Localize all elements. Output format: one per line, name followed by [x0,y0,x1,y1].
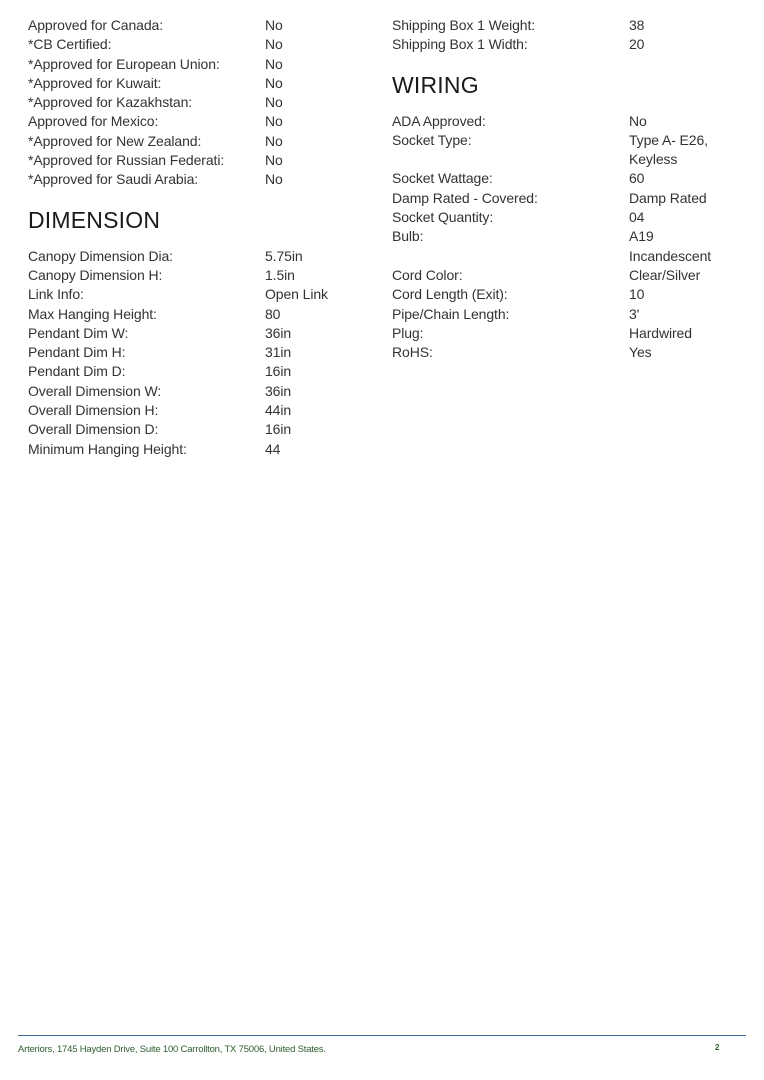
spec-label: *Approved for Kazakhstan: [28,94,193,111]
spacer [28,234,368,247]
spec-value: 20 [629,36,645,53]
spec-value-line: Incandescent [629,247,712,264]
section-title-wiring: WIRING [392,71,479,98]
spec-value: 80 [265,305,281,322]
spec-value: 3' [629,305,640,322]
spec-row-approved-mexico [28,112,368,131]
spec-label: Canopy Dimension Dia: [28,247,173,264]
spec-label: Socket Type: [392,131,472,148]
spec-row-overall-d [28,420,368,439]
spec-row-shipping-width [392,35,752,54]
spec-label: Bulb: [392,228,424,245]
spec-label: Pipe/Chain Length: [392,305,510,322]
spec-row-rohs [392,343,752,362]
spacer [392,55,752,71]
spec-row-damp-rated [392,189,752,208]
spec-row-ada-approved [392,112,752,131]
spec-row-socket-quantity [392,208,752,227]
spec-row-overall-w [28,382,368,401]
spec-label: Socket Quantity: [392,209,494,226]
spec-label: RoHS: [392,344,433,361]
spec-row-canopy-h [28,266,368,285]
spec-label: Link Info: [28,286,84,303]
spec-label: Overall Dimension D: [28,421,159,438]
spec-label: Approved for Mexico: [28,113,159,130]
spec-label: *Approved for New Zealand: [28,132,202,149]
spec-value-line: Keyless [629,151,678,168]
spec-value: Hardwired [629,324,692,341]
spec-label: Damp Rated - Covered: [392,189,538,206]
page-number: 2 [715,1043,720,1052]
spec-row-min-hanging-height [28,440,368,459]
spec-label: Plug: [392,324,424,341]
spec-row-cord-length [392,285,752,304]
footer-address: Arteriors, 1745 Hayden Drive, Suite 100 Carrollton, TX 75006, United States. [18,1044,326,1055]
shipping-list [392,16,752,55]
spec-row-link-info [28,285,368,304]
spec-value: Open Link [265,286,328,303]
spacer [28,190,368,206]
spec-value [629,131,752,170]
footer-divider [18,1035,746,1036]
spec-row-shipping-weight [392,16,752,35]
spec-value: 36in [265,324,292,341]
spec-label: *CB Certified: [28,36,112,53]
spec-row-pendant-w [28,324,368,343]
spec-label: Overall Dimension W: [28,382,162,399]
spec-value: No [265,152,283,169]
spec-value: 16in [265,363,292,380]
spec-value: Yes [629,344,652,361]
spec-row-plug [392,324,752,343]
right-column [392,16,752,362]
spec-row-socket-type [392,131,752,170]
spec-value: No [265,113,283,130]
spec-label: *Approved for Saudi Arabia: [28,171,199,188]
spec-label: *Approved for Kuwait: [28,74,162,91]
spec-row-cb-certified [28,35,368,54]
spec-row-socket-wattage [392,169,752,188]
spec-label: Canopy Dimension H: [28,266,163,283]
spec-value: 38 [629,17,645,33]
spec-value: 16in [265,421,292,438]
section-title-dimension: DIMENSION [28,206,161,233]
spec-value: 44in [265,402,292,419]
spec-label: ADA Approved: [392,112,486,129]
spec-value: No [265,17,283,33]
approvals-list [28,16,368,190]
spec-row-cord-color [392,266,752,285]
spacer [392,99,752,112]
spec-label: Max Hanging Height: [28,305,157,322]
spec-label: Pendant Dim D: [28,363,126,380]
spec-value: 36in [265,382,292,399]
spec-row-approved-new-zealand [28,132,368,151]
spec-value: Damp Rated [629,189,707,206]
spec-value-line: A19 [629,228,654,245]
spec-value: No [265,132,283,149]
spec-value: Clear/Silver [629,266,701,283]
spec-value: 44 [265,440,281,457]
wiring-list [392,112,752,363]
spec-row-approved-canada [28,16,368,35]
spec-row-pendant-h [28,343,368,362]
spec-label: Shipping Box 1 Weight: [392,17,536,33]
spec-value: 1.5in [265,266,295,283]
spec-label: Minimum Hanging Height: [28,440,187,457]
spec-row-approved-saudi-arabia [28,170,368,189]
spec-label: Pendant Dim W: [28,324,129,341]
spec-value: 31in [265,344,292,361]
spec-value: No [265,74,283,91]
spec-value: No [265,55,283,72]
spec-label: Pendant Dim H: [28,344,126,361]
spec-row-approved-russia [28,151,368,170]
spec-label: Cord Length (Exit): [392,286,508,303]
spec-label: Approved for Canada: [28,17,163,33]
spec-label: Shipping Box 1 Width: [392,36,528,53]
spec-row-overall-h [28,401,368,420]
spec-value: No [265,171,283,188]
spec-value: No [629,112,647,129]
spec-value: No [265,36,283,53]
spec-value-line: Type A- E26, [629,131,708,148]
spec-value: 04 [629,209,645,226]
spec-label: Overall Dimension H: [28,402,159,419]
spec-value: No [265,94,283,111]
spec-row-approved-kuwait [28,74,368,93]
spec-value [629,227,752,266]
spec-label: *Approved for European Union: [28,55,220,72]
spec-row-canopy-dia [28,247,368,266]
left-column [28,16,368,459]
spec-row-approved-eu [28,55,368,74]
spec-row-max-hanging-height [28,305,368,324]
spec-value: 10 [629,286,645,303]
spec-value: 5.75in [265,247,303,264]
spec-label: *Approved for Russian Federati: [28,152,225,169]
dimension-list [28,247,368,459]
spec-row-pendant-d [28,362,368,381]
spec-row-pipe-chain-length [392,305,752,324]
spec-row-approved-kazakhstan [28,93,368,112]
spec-label: Socket Wattage: [392,170,493,187]
spec-value: 60 [629,170,645,187]
spec-label: Cord Color: [392,266,463,283]
spec-row-bulb [392,227,752,266]
